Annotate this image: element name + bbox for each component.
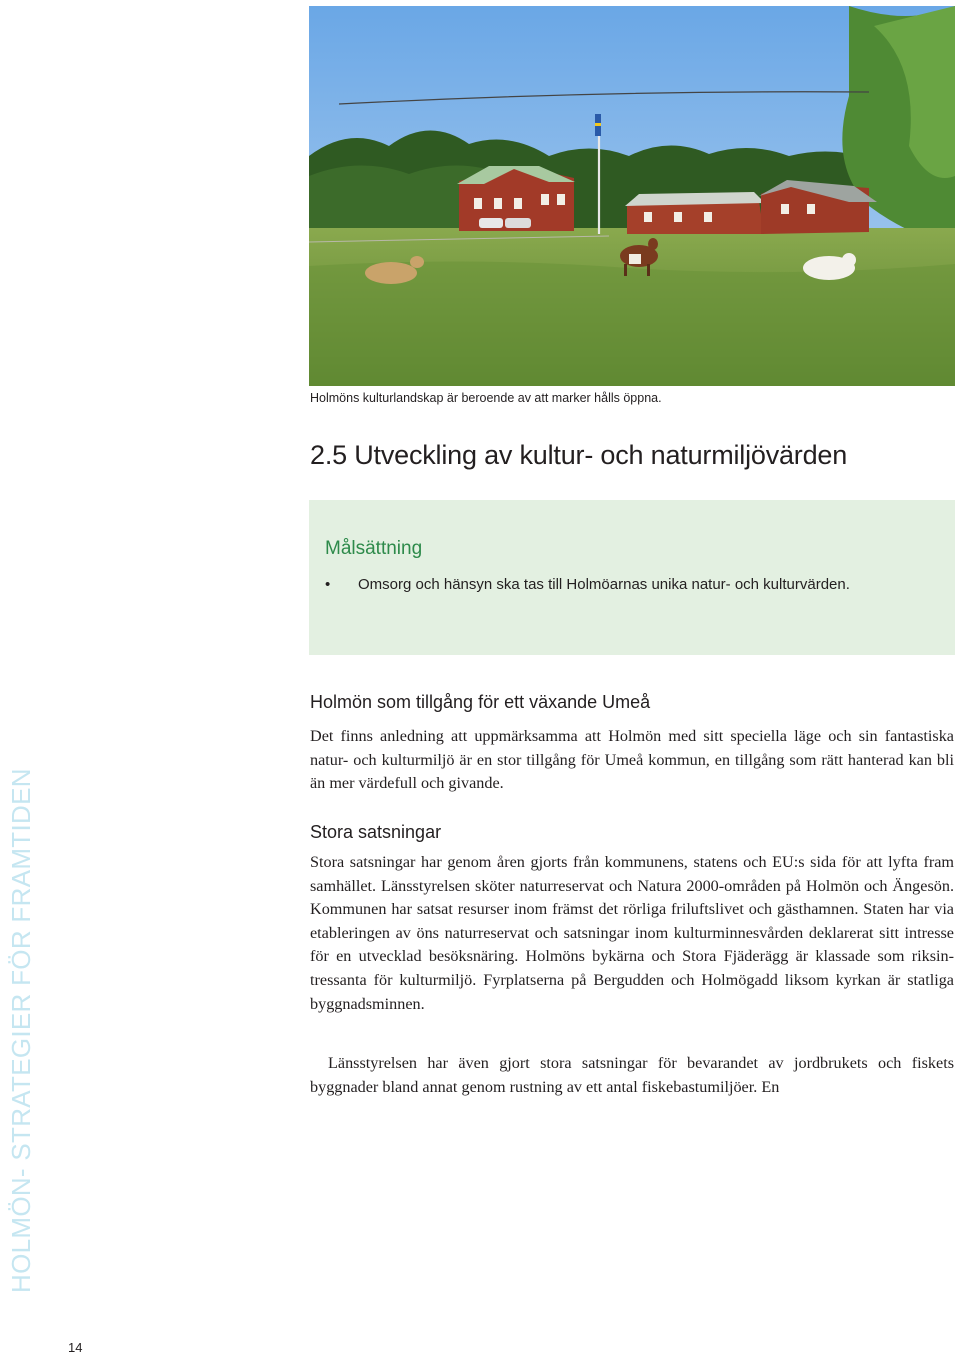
page-number: 14 [68,1340,83,1355]
photo-caption: Holmöns kulturlandskap är beroende av att marker hålls öppna. [310,391,662,405]
bullet-icon: • [325,576,331,593]
goal-item-text: Omsorg och hänsyn ska tas till Holmöarnas unika natur- och kulturvärden. [358,576,850,593]
farm-landscape-image [309,6,955,386]
heading-stora-satsningar: Stora satsningar [310,822,442,842]
heading-holmon-tillgang: Holmön som tillgång för ett växande Umeå [310,692,651,712]
side-title: HOLMÖN- STRATEGIER FÖR FRAMTIDEN [6,768,36,1293]
paragraph-holmon-tillgang: Det finns anledning att uppmärksamma att Holmön med sitt speciella läge och sin fantastiska natur- och kulturmiljö är en stor tillgång för Umeå kommun, en tillgång som rätt hanterad kan bli än mer värdefull och givande. [310,727,954,793]
goal-box [309,500,955,655]
paragraph-stora-satsningar-1: Stora satsningar har genom åren gjorts från kommunens, statens och EU:s sida för att lyfta fram samhället. Länsstyrelsen sköter naturreservat och Natura 2000-områden på Holmön och Ängesön. Kommunen har satsat resurser inom främst det rörliga friluftslivet och gästhamnen. Staten har via etableringen av öns naturreservat och satsningar inom kulturminnesvården deklarerat sitt intresse för en utvecklad besöksnäring. Holmöns bykärna och Stora Fjäderägg är klassade som riksintressanta för kulturmiljö. Fyrplatserna på Bergudden och Holmögadd liksom kyrkan är statliga byggnadsminnen. [310,853,954,1013]
goal-box-title: Målsättning [325,538,423,559]
farm-photo [309,6,955,386]
goal-list-item [325,576,850,593]
goal-list [325,576,850,593]
paragraph-stora-satsningar-2: Länsstyrelsen har även gjort stora satsningar för bevarandet av jordbrukets och fiskets byggnader bland annat genom rustning av ett antal fiskebastumiljöer. En [310,1054,954,1096]
section-title: 2.5 Utveckling av kultur- och naturmiljövärden [310,440,848,470]
